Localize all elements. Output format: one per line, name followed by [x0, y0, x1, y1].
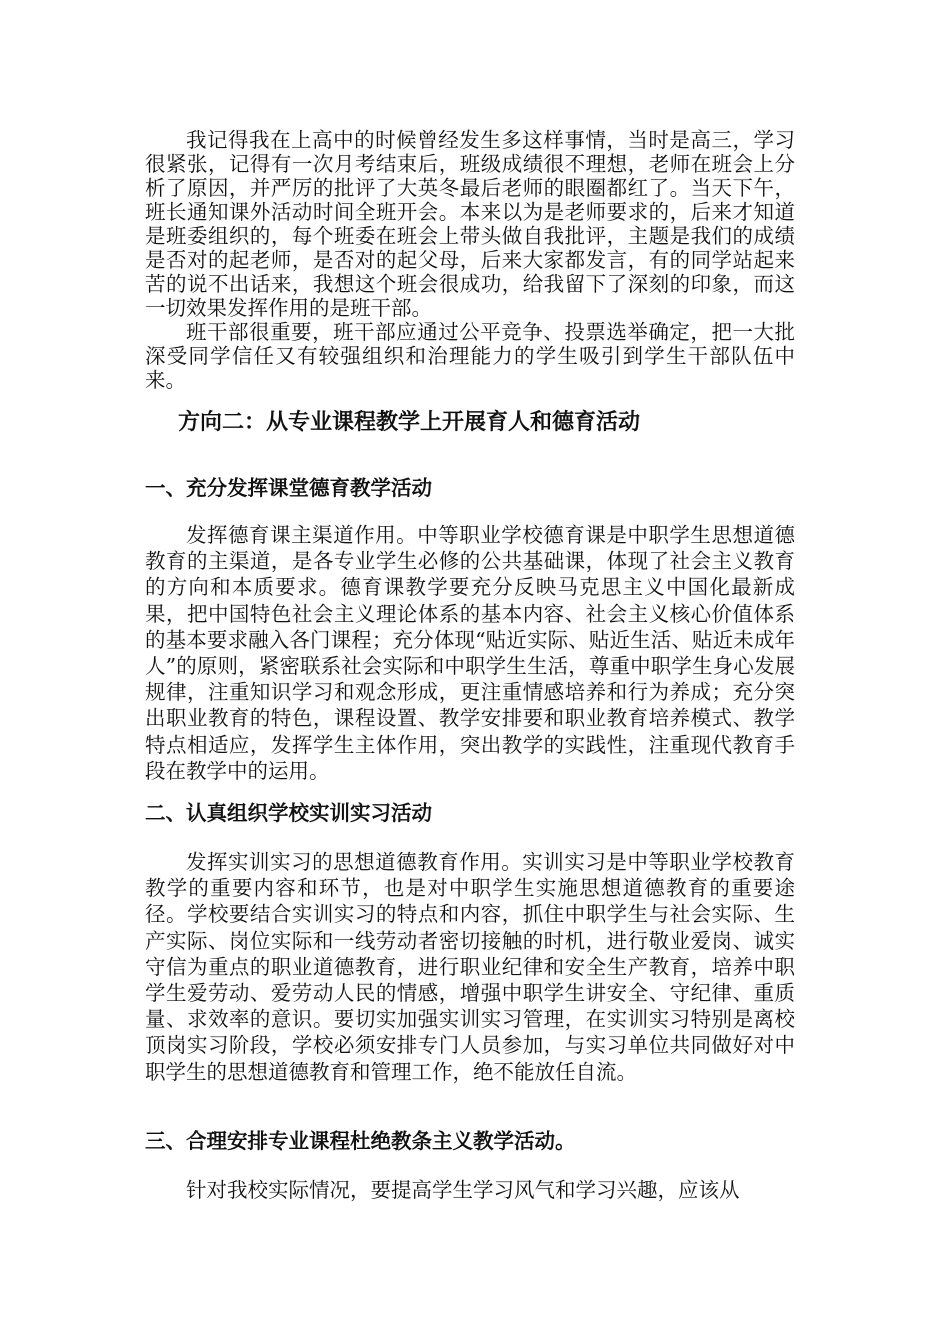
- moral-course-paragraph: 发挥德育课主渠道作用。中等职业学校德育课是中职学生思想道德教育的主渠道，是各专业学生必修的公共基础课，体现了社会主义教育的方向和本质要求。德育课教学要充分反映马克思主义中国化最新成果，把中国特色社会主义理论体系的基本内容、社会主义核心价值体系的基本要求融入各门课程；充分体现“贴近实际、贴近生活、贴近未成年人”的原则，紧密联系社会实际和中职学生生活，尊重中职学生身心发展规律，注重知识学习和观念形成，更注重情感培养和行为养成；充分突出职业教育的特色，课程设置、教学安排要和职业教育培养模式、教学特点相适应，发挥学生主体作用，突出教学的实践性，注重现代教育手段在教学中的运用。: [145, 523, 795, 783]
- anecdote-paragraph: 我记得我在上高中的时候曾经发生多这样事情，当时是高三，学习很紧张，记得有一次月考结束后，班级成绩很不理想，老师在班会上分析了原因，并严厉的批评了大英冬最后老师的眼圈都红了。当天下午，班长通知课外活动时间全班开会。本来以为是老师要求的，后来才知道是班委组织的，每个班委在班会上带头做自我批评，主题是我们的成绩是否对的起老师，是否对的起父母，后来大家都发言，有的同学站起来苦的说不出话来，我想这个班会很成功，给我留下了深刻的印象，而这一切效果发挥作用的是班干部。: [145, 128, 795, 320]
- internship-paragraph: 发挥实训实习的思想道德教育作用。实训实习是中等职业学校教育教学的重要内容和环节，也是对中职学生实施思想道德教育的重要途径。学校要结合实训实习的特点和内容，抓住中职学生与社会实际、生产实际、岗位实际和一线劳动者密切接触的时机，进行敬业爱岗、诚实守信为重点的职业道德教育，进行职业纪律和安全生产教育，培养中职学生爱劳动、爱劳动人民的情感，增强中职学生讲安全、守纪律、重质量、求效率的意识。要切实加强实训实习管理，在实训实习特别是离校顶岗实习阶段，学校必须安排专门人员参加，与实习单位共同做好对中职学生的思想道德教育和管理工作，绝不能放任自流。: [145, 850, 795, 1084]
- heading-one: 一、充分发挥课堂德育教学活动: [145, 476, 432, 500]
- heading-two: 二、认真组织学校实训实习活动: [145, 801, 432, 825]
- section-subtitle: 方向二：从专业课程教学上开展育人和德育活动: [178, 410, 641, 435]
- heading-three: 三、合理安排专业课程杜绝教条主义教学活动。: [145, 1129, 576, 1153]
- class-cadre-paragraph: 班干部很重要，班干部应通过公平竞争、投票选举确定，把一大批深受同学信任又有较强组织和治理能力的学生吸引到学生干部队伍中来。: [145, 320, 795, 392]
- closing-paragraph: 针对我校实际情况，要提高学生学习风气和学习兴趣，应该从: [186, 1178, 740, 1202]
